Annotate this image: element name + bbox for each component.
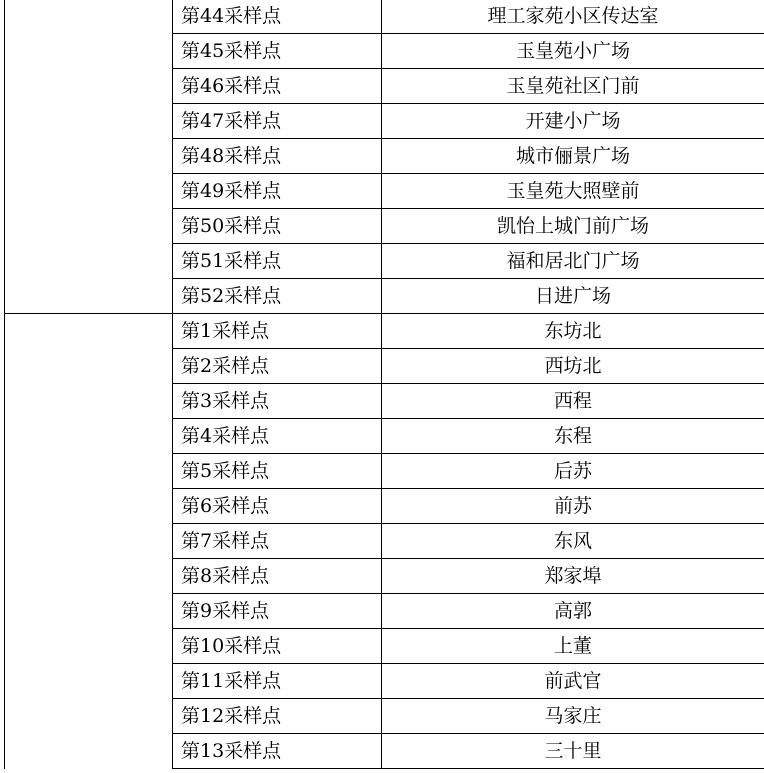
sampling-point-cell: 第5采样点 [173,454,382,489]
table-body [5,0,764,769]
location-cell: 上董 [382,629,764,664]
sampling-point-cell: 第44采样点 [173,0,382,34]
location-cell: 玉皇苑社区门前 [382,69,764,104]
sampling-points-table [4,0,764,769]
location-cell: 前武官 [382,664,764,699]
sampling-point-cell: 第12采样点 [173,699,382,734]
sampling-point-cell: 第3采样点 [173,384,382,419]
sampling-point-cell: 第52采样点 [173,279,382,314]
sampling-point-cell: 第6采样点 [173,489,382,524]
location-cell: 马家庄 [382,699,764,734]
sampling-point-cell: 第1采样点 [173,314,382,349]
sampling-point-cell: 第48采样点 [173,139,382,174]
sampling-point-cell: 第46采样点 [173,69,382,104]
location-cell: 东风 [382,524,764,559]
sampling-point-cell: 第10采样点 [173,629,382,664]
sampling-point-cell: 第13采样点 [173,734,382,769]
location-cell: 东坊北 [382,314,764,349]
sampling-point-cell: 第2采样点 [173,349,382,384]
sampling-point-cell: 第51采样点 [173,244,382,279]
location-cell: 凯怡上城门前广场 [382,209,764,244]
sampling-point-cell: 第50采样点 [173,209,382,244]
location-cell: 福和居北门广场 [382,244,764,279]
location-cell: 西程 [382,384,764,419]
location-cell: 郑家埠 [382,559,764,594]
location-cell: 日进广场 [382,279,764,314]
location-cell: 开建小广场 [382,104,764,139]
location-cell: 玉皇苑大照壁前 [382,174,764,209]
sampling-point-cell: 第9采样点 [173,594,382,629]
location-cell: 玉皇苑小广场 [382,34,764,69]
sampling-point-cell: 第8采样点 [173,559,382,594]
group-cell [5,0,173,314]
location-cell: 城市俪景广场 [382,139,764,174]
sampling-point-cell: 第49采样点 [173,174,382,209]
sampling-point-cell: 第4采样点 [173,419,382,454]
table-row [5,314,764,349]
group-cell [5,314,173,769]
location-cell: 西坊北 [382,349,764,384]
location-cell: 后苏 [382,454,764,489]
sampling-point-cell: 第47采样点 [173,104,382,139]
sampling-point-cell: 第7采样点 [173,524,382,559]
sampling-point-cell: 第45采样点 [173,34,382,69]
location-cell: 三十里 [382,734,764,769]
table-row [5,0,764,34]
location-cell: 理工家苑小区传达室 [382,0,764,34]
location-cell: 前苏 [382,489,764,524]
location-cell: 高郭 [382,594,764,629]
location-cell: 东程 [382,419,764,454]
sampling-point-cell: 第11采样点 [173,664,382,699]
